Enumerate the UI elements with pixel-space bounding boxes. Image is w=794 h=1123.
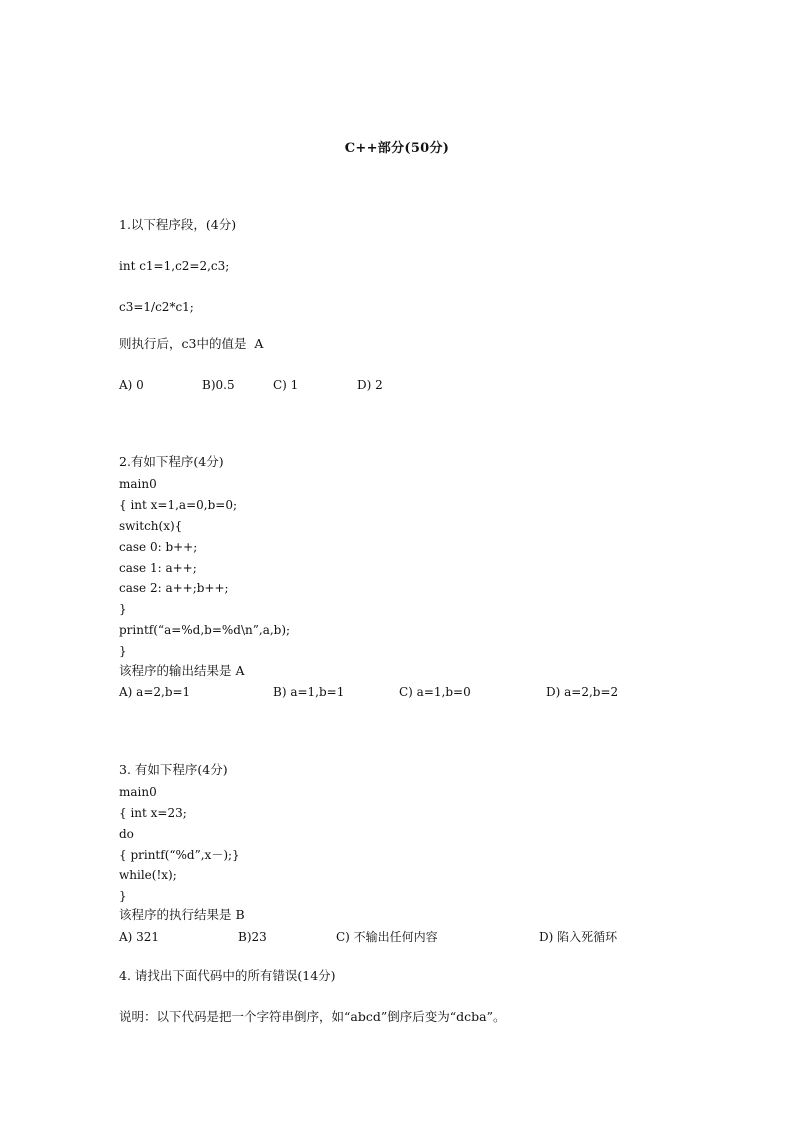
q4-note: 说明：以下代码是把一个字符串倒序，如“abcd”倒序后变为“dcba”。: [119, 1009, 506, 1024]
q2-question: 该程序的输出结果是 A: [119, 663, 245, 678]
q3-question: 该程序的执行结果是 B: [119, 907, 245, 922]
q3-code-line-6: }: [119, 889, 127, 903]
q1-code-line-2: c3=1/c2*c1;: [119, 300, 194, 314]
q2-code-line-4: case 0: b++;: [119, 540, 198, 554]
q1-heading: 1.以下程序段，(4分): [119, 217, 237, 232]
q1-option-c: C) 1: [273, 378, 299, 392]
q2-code-line-7: }: [119, 602, 127, 616]
q4-heading: 4. 请找出下面代码中的所有错误(14分): [119, 968, 336, 983]
q2-option-c: C) a=1,b=0: [399, 685, 471, 699]
q2-code-line-9: }: [119, 644, 127, 658]
section-title: C++部分(50分): [344, 141, 450, 156]
q2-code-line-6: case 2: a++;b++;: [119, 581, 229, 595]
q1-option-d: D) 2: [357, 378, 383, 392]
q3-option-a: A) 321: [119, 930, 160, 944]
q3-option-c: C) 不输出任何内容: [336, 930, 438, 944]
q2-option-d: D) a=2,b=2: [546, 685, 619, 699]
q1-question: 则执行后，c3中的值是 A: [119, 336, 264, 351]
q2-code-line-1: main0: [119, 477, 157, 491]
q3-code-line-5: while(!x);: [119, 868, 177, 882]
q2-option-a: A) a=2,b=1: [119, 685, 191, 699]
q3-option-b: B)23: [238, 930, 267, 944]
q3-code-line-4: { printf(“%d”,x－);}: [119, 848, 240, 862]
q3-code-line-3: do: [119, 827, 134, 841]
q2-code-line-8: printf(“a=%d,b=%d\n”,a,b);: [119, 623, 291, 637]
q3-code-line-2: { int x=23;: [119, 806, 187, 820]
q2-heading: 2.有如下程序(4分): [119, 454, 224, 469]
q3-heading: 3. 有如下程序(4分): [119, 762, 228, 777]
q2-code-line-5: case 1: a++;: [119, 561, 197, 575]
q1-code-line-1: int c1=1,c2=2,c3;: [119, 259, 230, 273]
q1-option-b: B)0.5: [202, 378, 235, 392]
q3-code-line-1: main0: [119, 785, 157, 799]
q2-code-line-2: { int x=1,a=0,b=0;: [119, 498, 237, 512]
q1-option-a: A) 0: [119, 378, 144, 392]
q2-option-b: B) a=1,b=1: [273, 685, 345, 699]
q3-option-d: D) 陷入死循环: [539, 930, 618, 944]
q2-code-line-3: switch(x){: [119, 519, 183, 533]
